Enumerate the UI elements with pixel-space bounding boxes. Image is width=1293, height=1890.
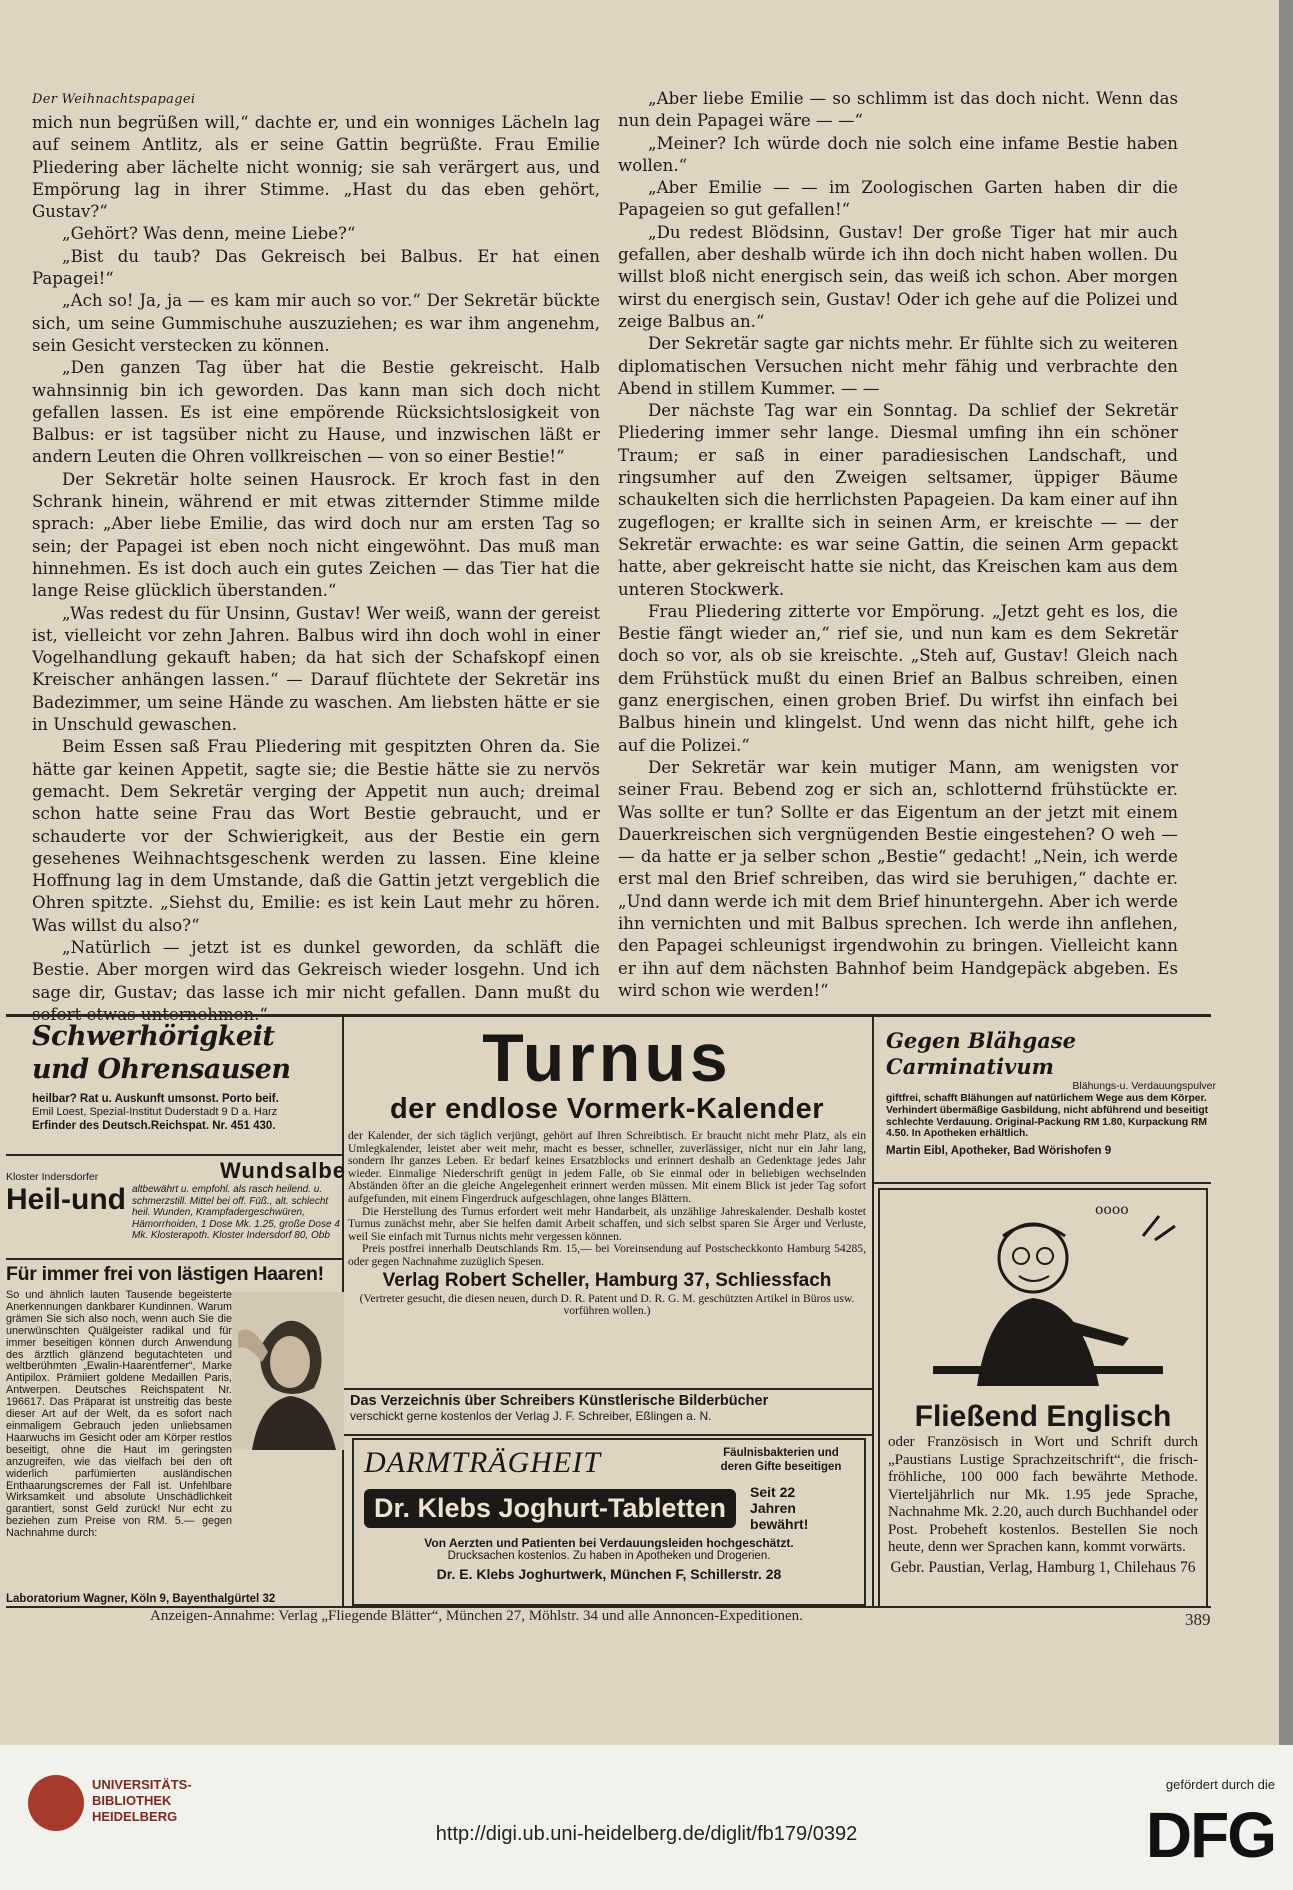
paragraph: mich nun begrüßen will,“ dachte er, und ein wonniges Lächeln lag auf seinem Antlitz, als er seine Gattin begrüßte. Frau Emilie Pliedering aber lächelte nicht wonnig; sie sah verärgert aus, und Empörung lag in ihrer Stimme. „Hast du das eben gehört, Gustav?“	[32, 113, 600, 222]
ad-title: Schwerhörigkeit und Ohrensausen	[32, 1021, 291, 1085]
ad-paragraph: Preis postfrei innerhalb Deutschlands Rm. 15,— bei Voreinsendung auf Postscheckkonto Hamburg 54285, oder gegen Nachnahme zuzüglich Spesen.	[348, 1242, 866, 1268]
ad-divider	[344, 1434, 872, 1436]
ad-line: Drucksachen kostenlos. Zu haben in Apotheken und Drogerien.	[447, 1550, 771, 1562]
paragraph: „Meiner? Ich würde doch nie solch eine infame Bestie haben wollen.“	[618, 133, 1178, 175]
ad-title: Gegen Blähgase Carminativum	[886, 1028, 1076, 1079]
ad-brand: Kloster Indersdorfer	[6, 1171, 99, 1183]
left-column	[32, 112, 600, 1026]
ad-footer: Martin Eibl, Apotheker, Bad Wörishofen 9	[886, 1145, 1112, 1158]
paragraph: „Natürlich — jetzt ist es dunkel geworden, da schläft die Bestie. Aber morgen wird das Gekreisch wieder losgehn. Und ich sage dir, Gustav; das lasse ich mir nicht gefallen. Dann mußt du	[32, 937, 600, 1002]
paragraph: Frau Pliedering zitterte vor Empörung. „Jetzt geht es los, die Bestie fängt wieder an,“ rief sie, und nun kam es dem Sekretär doch so vor, als ob sie kreischte. „Steh auf, Gustav! Gleich nach dem Frühstück mußt du einen Brief an Balbus schreiben, einen ganz energischen, einen groben Brief. Du wirfst ihn einfach bei Balbus hinein und klingelst. Und wenn das nicht hilft, gehe ich auf die Polizei.“	[618, 601, 1178, 755]
ad-line: Dr. E. Klebs Joghurtwerk, München F, Schillerstr. 28	[436, 1566, 782, 1582]
paragraph: „Aber liebe Emilie — so schlimm ist das doch nicht. Wenn das nun dein Papagei wäre — —“	[618, 89, 1178, 131]
ad-divider	[6, 1154, 342, 1156]
digitization-footer	[0, 1745, 1293, 1890]
ad-note: (Vertreter gesucht, die diesen neuen, durch D. R. Patent und D. R. G. M. geschützten Artikel in Büros usw. vorführen wollen.)	[359, 1291, 855, 1318]
ad-text: giftfrei, schafft Blähungen auf natürlichem Wege aus dem Körper. Verhindert übermäßige Gasbildung, nicht abführend und beseitigt schlechte Verdauung. Original-Packung RM 1.80, Kurpackung RM 4.50. In Apotheken erhältlich.	[886, 1093, 1209, 1140]
advertising-notice: Anzeigen-Annahme: Verlag „Fliegende Blätter“, München 27, Möhlstr. 34 und alle Annoncen-Expeditionen.	[150, 1608, 803, 1624]
paragraph: Der nächste Tag war ein Sonntag. Da schlief der Sekretär Pliedering immer sehr lange. Diesmal umfing ihn ein schöner Traum; er saß in einer paradiesischen Landschaft, und ringsumher auf den Zweigen seltsamer, üppiger Bäume schaukelten sich die herrlichsten Papageien. Da kam einer auf ihn zugeflogen; er krallte sich in seinen Arm, er kreischte — — der Sekretär erwachte: es war seine Gattin, die seinen Arm gepackt hatte, aber gekreischt hatte sie nicht, das Kreischen kam aus dem unteren Stockwerk.	[618, 401, 1178, 599]
ad-publisher: Gebr. Paustian, Verlag, Hamburg 1, Chilehaus 76	[890, 1558, 1196, 1576]
man-writing-illustration	[893, 1196, 1193, 1396]
ad-divider	[6, 1258, 342, 1260]
ad-publisher: Verlag Robert Scheller, Hamburg 37, Schliessfach	[382, 1269, 832, 1291]
ad-line: Emil Loest, Spezial-Institut Duderstadt 9 D a. Harz	[32, 1106, 278, 1118]
ad-text: altbewährt u. empfohl. als rasch heilend. u. schmerzstill. Mittel bei off. Füß., alt. schlecht heil. Wunden, Krampfadergeschwüren, Hämorrhoiden, 1 Dose Mk. 1.25, große Dose 4 Mk. Klosterapoth. Kloster Indersdorf 80, Obb	[132, 1184, 340, 1241]
right-column	[618, 88, 1178, 1002]
ad-haare	[6, 1262, 348, 1608]
paragraph: Der Sekretär holte seinen Hausrock. Er kroch fast in den Schrank hinein, während er mit etwas zitternder Stimme milde sprach: „Aber liebe Emilie, das wird doch nur am ersten Tag so sein; der Papagei ist eben noch nicht eingewöhnt. Das muß man hinnehmen. Es ist doch auch ein gutes Zeichen — das Tier hat die lange Reise glücklich überstanden.“	[32, 469, 600, 601]
paragraph: „Bist du taub? Das Gekreisch bei Balbus. Er hat einen Papagei!“	[32, 246, 600, 289]
ad-title: Für immer frei von lästigen Haaren!	[6, 1263, 324, 1285]
ad-title: Fließend Englisch	[914, 1400, 1172, 1433]
ad-text: So und ähnlich lauten Tausende begeisterte Anerkennungen dankbarer Kundinnen. Warum grämen Sie sich also noch, wenn auch Sie die unerwünschten Quälgeister radikal und für immer beseitigen können durch Anwendung des ärztlich glänzend begutachteten und weltberühmten „Ewalin-Haarentferner“, Marke Antipilox. Prämiiert goldene Medaillen Paris, Antwerpen. Deutsches Reichspatent Nr. 196617. Das Präparat ist unstreitig das beste dieser Art auf der Welt, da es sofort nach einmaligem Gebrauch jeden unliebsamen Haarwuchs im Gesicht oder am Körper restlos beseitigt, ohne die Haut im geringsten anzugreifen, wie das vielfach bei den oft widerlich parfümierten ausländischen Enthaarungscremes der Fall ist. Unfehlbare Wirksamkeit und absolute Unschädlichkeit garantiert, sonst Geld zurück! Nur echt zu beziehen zum Preise von RM. 5.— gegen Nachnahme durch:	[6, 1289, 232, 1540]
product-logo: Dr. Klebs Joghurt-Tabletten	[364, 1489, 736, 1528]
ad-section-rule	[6, 1014, 1211, 1017]
svg-text:oooo: oooo	[1095, 1202, 1129, 1218]
ad-carminativum	[886, 1028, 1216, 1176]
ad-wundsalbe	[6, 1158, 346, 1258]
paragraph: „Den ganzen Tag über hat die Bestie gekreischt. Halb wahnsinnig bin ich geworden. Das kann man sich doch nicht gefallen lassen. Es ist eine empörende Rücksichtslosigkeit von Balbus: er ist tagsüber nicht zu Hause, und inzwischen läßt er andern Leuten die Ohren vollkreischen — von so einer Bestie!“	[32, 358, 600, 467]
paragraph: „Du redest Blödsinn, Gustav! Der große Tiger hat mir auch gefallen, aber deshalb würde ich ihn doch nicht haben wollen. Du willst bloß nicht energisch sein, das weiß ich schon. Aber morgen wirst du energisch sein, Gustav! Oder ich gehe auf die Polizei und zeige Balbus an.“	[618, 222, 1178, 331]
ad-claim: Seit 22 Jahren bewährt!	[750, 1484, 809, 1532]
ad-paragraph: der Kalender, der sich täglich verjüngt, gehört auf Ihren Schreibtisch. Er braucht nicht mehr Platz, als ein Umlegkalender, leistet aber weit mehr, macht es besser, schneller, zuverlässiger, nicht nur ein Jahr lang, sondern Ihr ganzes Leben. Er bedarf keines Ersatzblocks und erinnert deshalb an Gedenktage jedes Jahr wieder. Einmalige Niederschrift genügt in jedem Falle, ob Sie einmal oder in beliebigen wechselnden Abständen öfter an die gleiche Angelegenheit erinnert werden müssen. Mit einem Blick ist jeder Tag sofort aufgefunden, mit einem Fingerdruck aufgeschlagen, ohne langes Blättern.	[348, 1129, 866, 1205]
ad-divider	[344, 1388, 872, 1390]
ad-paragraph: Die Herstellung des Turnus erfordert weit mehr Handarbeit, als unzählige Jahreskalender. Deshalb kostet Turnus zunächst mehr, aber Sie helfen damit Arbeit schaffen, und sich selbst sparen Sie Ärger und Verluste, weil Sie einfach mit Turnus nichts mehr vergessen können.	[348, 1204, 866, 1243]
ad-englisch	[878, 1188, 1208, 1608]
ad-text: oder Französisch in Wort und Schrift durch „Paustians Lustige Sprachzeitschrift“, die frisch-fröhliche, 100 000 fach bewährte Methode. Vierteljährlich nur Mk. 1.95 jede Sprache, Nachnahme Mk. 2.20, auch durch Buchhandel oder Post. Probeheft kostenlos. Bestellen Sie noch heute, denn wer Sprachen kann, kommt vorwärts.	[888, 1434, 1198, 1555]
ad-turnus	[344, 1020, 870, 1388]
paragraph: „Was redest du für Unsinn, Gustav! Wer weiß, wann der gereist ist, vielleicht vor zehn Jahren. Balbus wird ihn doch wohl in einer Vogelhandlung gekauft haben; da hat sich der Schafskopf einen Kreischer anhängen lassen.“ — Darauf flüchtete der Sekretär ins Badezimmer, um seine Hände zu waschen. Am liebsten hätte er sie in Unschuld gewaschen.	[32, 603, 600, 735]
ad-title: Wundsalbe	[220, 1158, 346, 1183]
ad-subtitle: Blähungs-u. Verdauungspulver	[1072, 1080, 1216, 1092]
running-head: Der Weihnachtspapagei	[32, 92, 196, 107]
university-name: UNIVERSITÄTS- BIBLIOTHEK HEIDELBERG	[92, 1777, 192, 1824]
ad-text: verschickt gerne kostenlos der Verlag J. F. Schreiber, Eßlingen a. N.	[350, 1409, 712, 1423]
ad-title: Turnus	[482, 1020, 732, 1096]
paragraph: „Aber Emilie — — im Zoologischen Garten haben dir die Papageien so gut gefallen!“	[618, 178, 1178, 220]
woman-portrait-image	[232, 1292, 344, 1450]
paragraph: „Ach so! Ja, ja — es kam mir auch so vor.“ Der Sekretär bückte sich, um seine Gummischuhe auszuziehen; es war ihm angenehm, sein Gesicht verstecken zu können.	[32, 291, 600, 355]
page-edge	[1279, 0, 1293, 1745]
paragraph: Beim Essen saß Frau Pliedering mit gespitzten Ohren da. Sie hätte gar keinen Appetit, sagte sie; die Bestie hätte sie zu nervös gemacht. Dem Sekretär verging der Appetit nun auch; dreimal schon hatte seine Frau das Wort Bestie gebraucht, und er schauderte vor der Schwierigkeit, aus der Bestie ein gern gesehenes Weihnachtsgeschenk werden zu lassen. Eine kleine Hoffnung lag in dem Umstande, daß die Gattin jetzt vergeblich die Ohren spitzte. „Siehst du, Emilie: es ist kein Laut mehr zu hören. Was willst du also?“	[32, 737, 600, 935]
paragraph: Der Sekretär war kein mutiger Mann, am wenigsten vor seiner Frau. Bebend zog er sich an, schlotternd frühstückte er. Was sollte er tun? Sollte er das Eigentum an der jetzt mit einem Dauerkreischen sich vergnügenden Bestie eingestehen? O weh — — da hatte er ja selber schon „Bestie“ gedacht! „Nein, ich werde erst mal den Brief schreiben, das wird sie beruhigen,“ dachte er. „Und dann werde ich mit dem Brief hinuntergehn. Aber ich werde ihn vernichten und mit Balbus sprechen. Ich werde ihn anflehen, den Papagei schleunigst irgendwohin zu bringen. Vielleicht kann er ihn auf dem nächsten Bahnhof beim Handgepäck abgeben. Es wird schon wie werden!“	[618, 757, 1178, 1000]
ad-divider	[874, 1182, 1211, 1184]
ad-line: Von Aerzten und Patienten bei Verdauungsleiden hochgeschätzt.	[424, 1536, 794, 1550]
ad-schwerhoerigkeit	[32, 1020, 334, 1150]
permalink-url[interactable]: http://digi.ub.uni-heidelberg.de/diglit/fb179/0392	[435, 1823, 858, 1845]
page-number: 389	[1185, 1610, 1211, 1629]
paragraph: Der Sekretär sagte gar nichts mehr. Er fühlte sich zu weiteren diplomatischen Versuchen nicht mehr fähig und verbrachte den Abend in stillem Kummer. — —	[618, 334, 1178, 398]
ad-darmtraegheit	[352, 1438, 866, 1606]
ad-heading: Heil-und	[6, 1183, 126, 1216]
ad-divider	[872, 1017, 874, 1607]
ad-line: heilbar? Rat u. Auskunft umsonst. Porto beif.	[32, 1093, 279, 1105]
ad-side-text: Fäulnisbakterien und deren Gifte beseitigen	[720, 1447, 842, 1473]
funding-note: gefördert durch die	[1165, 1777, 1275, 1792]
dfg-logo: DFG	[1145, 1799, 1275, 1871]
ad-subtitle: der endlose Vormerk-Kalender	[389, 1093, 825, 1125]
ad-schreiber	[350, 1392, 868, 1432]
paragraph: „Gehört? Was denn, meine Liebe?“	[62, 224, 356, 244]
ad-footer: Laboratorium Wagner, Köln 9, Bayenthalgürtel 32	[6, 1593, 276, 1605]
ad-line: Erfinder des Deutsch.Reichspat. Nr. 451 430.	[32, 1120, 276, 1132]
ad-title: DARMTRÄGHEIT	[364, 1446, 601, 1479]
ad-title: Das Verzeichnis über Schreibers Künstlerische Bilderbücher	[350, 1393, 769, 1409]
